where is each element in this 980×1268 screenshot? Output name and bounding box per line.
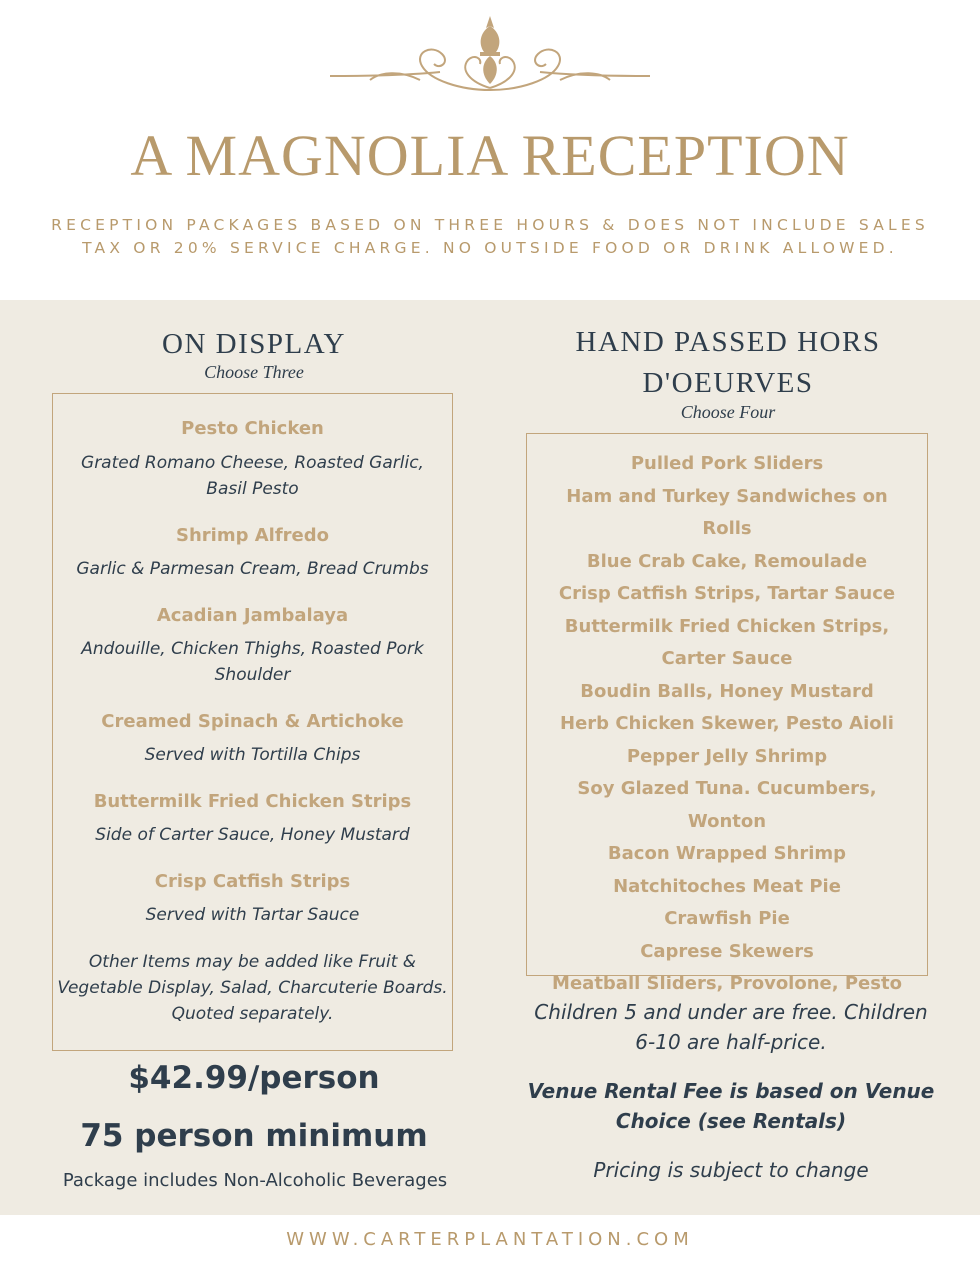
menu-item-name: Pesto Chicken bbox=[181, 418, 324, 439]
menu-item-name: Crisp Catfish Strips bbox=[154, 871, 351, 892]
menu-item-desc: Served with Tortilla Chips bbox=[144, 745, 361, 765]
list-item: Meatball Sliders, Provolone, Pesto bbox=[552, 973, 902, 994]
pricing-change-note: Pricing is subject to change bbox=[593, 1158, 869, 1182]
website-link[interactable]: WWW.CARTERPLANTATION.COM bbox=[286, 1229, 694, 1250]
list-item: Ham and Turkey Sandwiches on Rolls bbox=[566, 485, 888, 539]
menu-item-desc: Garlic & Parmesan Cream, Bread Crumbs bbox=[76, 559, 429, 579]
on-display-heading: ON DISPLAY bbox=[162, 328, 346, 360]
children-pricing-line: Children 5 and under are free. Children bbox=[534, 1000, 928, 1024]
hand-passed-heading-line: D'OEURVES bbox=[642, 367, 814, 399]
menu-item-desc-line: Andouille, Chicken Thighs, Roasted Pork bbox=[81, 639, 424, 659]
list-item: Pulled Pork Sliders bbox=[630, 453, 824, 474]
menu-item-name: Creamed Spinach & Artichoke bbox=[101, 711, 404, 732]
hand-passed-heading-line: HAND PASSED HORS bbox=[575, 326, 881, 358]
hand-passed-box bbox=[526, 433, 928, 994]
package-terms-line: TAX OR 20% SERVICE CHARGE. NO OUTSIDE FOOD OR DRINK ALLOWED. bbox=[82, 239, 898, 257]
other-items-note bbox=[53, 949, 452, 1027]
list-item: Crawfish Pie bbox=[664, 908, 790, 929]
menu-item-desc-line: Grated Romano Cheese, Roasted Garlic, bbox=[81, 453, 424, 473]
venue-rental-line: Venue Rental Fee is based on Venue bbox=[527, 1079, 935, 1103]
list-item: Herb Chicken Skewer, Pesto Aioli bbox=[560, 713, 894, 734]
venue-rental-note bbox=[526, 1076, 936, 1136]
menu-item-desc-line: Shoulder bbox=[214, 665, 291, 685]
menu-item-name: Acadian Jambalaya bbox=[156, 605, 349, 626]
page-title: A MAGNOLIA RECEPTION bbox=[130, 123, 850, 188]
minimum-guests: 75 person minimum bbox=[80, 1118, 428, 1154]
list-item: Natchitoches Meat Pie bbox=[613, 875, 841, 897]
other-items-line: Vegetable Display, Salad, Charcuterie Boards. bbox=[57, 978, 448, 998]
package-terms bbox=[20, 214, 960, 260]
menu-item-desc: Served with Tartar Sauce bbox=[145, 905, 360, 925]
list-item: Buttermilk Fried Chicken Strips, Carter Sauce bbox=[564, 615, 890, 669]
on-display-box bbox=[52, 393, 453, 1051]
list-item: Boudin Balls, Honey Mustard bbox=[580, 680, 874, 702]
list-item: Pepper Jelly Shrimp bbox=[626, 745, 828, 767]
flourish-ornament-icon bbox=[310, 10, 670, 100]
package-includes: Package includes Non-Alcoholic Beverages bbox=[62, 1170, 448, 1191]
price-per-person: $42.99/person bbox=[128, 1060, 380, 1096]
hand-passed-heading bbox=[526, 322, 930, 404]
package-terms-line: RECEPTION PACKAGES BASED ON THREE HOURS & DOES NOT INCLUDE SALES bbox=[51, 216, 929, 234]
list-item: Caprese Skewers bbox=[640, 940, 814, 962]
children-pricing-line: 6-10 are half-price. bbox=[635, 1030, 827, 1054]
menu-item-name: Buttermilk Fried Chicken Strips bbox=[93, 791, 412, 812]
menu-item-desc bbox=[53, 636, 452, 688]
menu-panel bbox=[0, 300, 980, 1215]
hand-passed-choose: Choose Four bbox=[680, 402, 776, 422]
list-item: Crisp Catfish Strips, Tartar Sauce bbox=[558, 583, 896, 604]
on-display-choose: Choose Three bbox=[204, 362, 304, 382]
list-item: Bacon Wrapped Shrimp bbox=[607, 843, 847, 864]
venue-rental-line: Choice (see Rentals) bbox=[615, 1109, 847, 1133]
list-item: Soy Glazed Tuna. Cucumbers, Wonton bbox=[577, 778, 877, 832]
children-pricing-note bbox=[526, 997, 936, 1057]
hand-passed-list bbox=[527, 448, 927, 1001]
menu-item-desc: Side of Carter Sauce, Honey Mustard bbox=[95, 825, 410, 845]
menu-item-desc bbox=[53, 450, 452, 502]
menu-item-desc-line: Basil Pesto bbox=[206, 479, 299, 499]
other-items-line: Other Items may be added like Fruit & bbox=[88, 952, 417, 972]
menu-item-name: Shrimp Alfredo bbox=[176, 525, 329, 546]
list-item: Blue Crab Cake, Remoulade bbox=[586, 550, 868, 572]
other-items-line: Quoted separately. bbox=[171, 1004, 334, 1024]
